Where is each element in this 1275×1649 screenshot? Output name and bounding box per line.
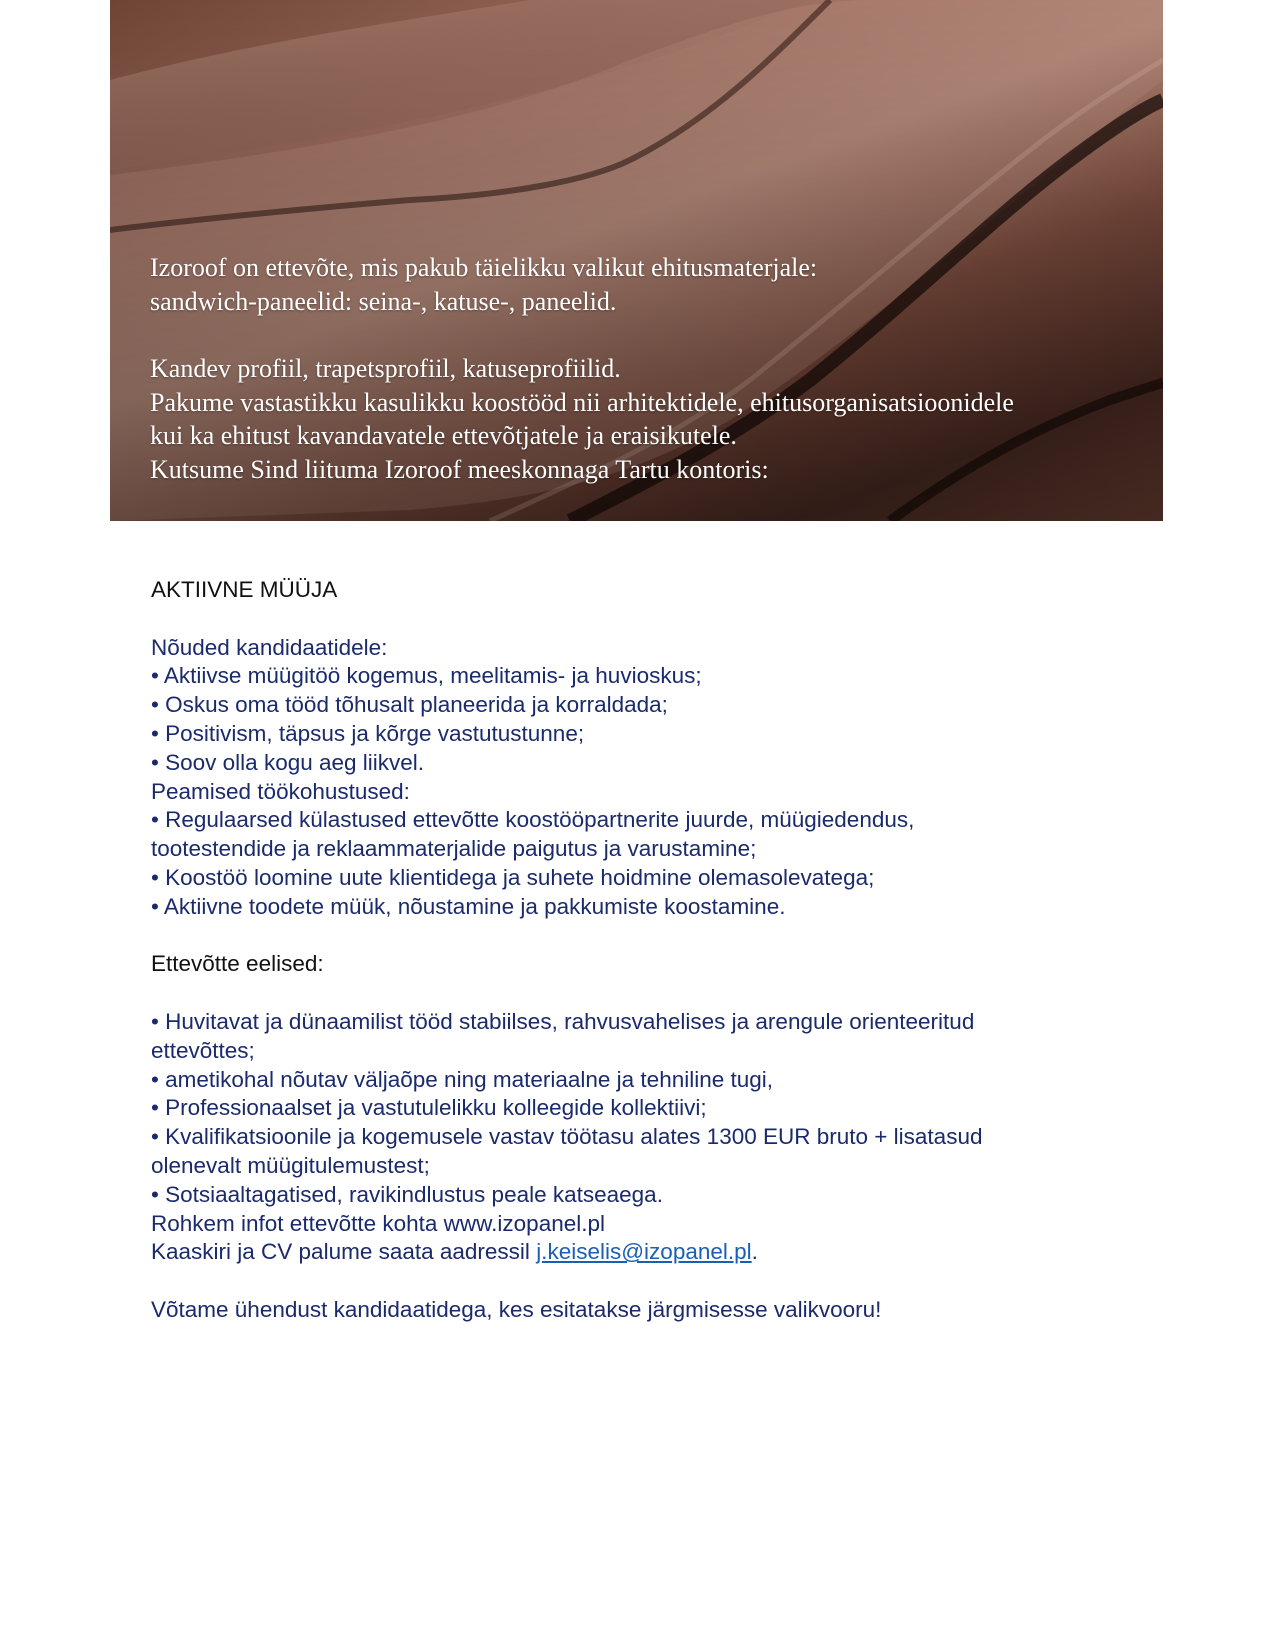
benefit-line: ettevõttes; — [151, 1037, 255, 1063]
requirement-item: • Aktiivse müügitöö kogemus, meelitamis- ja huvioskus; — [151, 663, 702, 689]
job-title: AKTIIVNE MÜÜJA — [151, 577, 338, 602]
job-posting-body — [151, 576, 1151, 1325]
hero-intro-text — [150, 251, 1150, 486]
hero-line: Izoroof on ettevõte, mis pakub täielikku valikut ehitusmaterjale: — [150, 253, 818, 282]
benefit-line: • Professionaalset ja vastutulelikku kolleegide kollektiivi; — [151, 1095, 707, 1121]
hero-line: kui ka ehitust kavandavatele ettevõtjatele ja eraisikutele. — [150, 421, 737, 450]
duty-line: • Regulaarsed külastused ettevõtte koostööpartnerite juurde, müügiedendus, — [151, 807, 915, 833]
benefit-line: olenevalt müügitulemustest; — [151, 1152, 430, 1178]
cv-suffix: . — [751, 1239, 758, 1265]
more-info-line: Rohkem infot ettevõtte kohta www.izopanel.pl — [151, 1210, 605, 1236]
closing-line: Võtame ühendust kandidaatidega, kes esitatakse järgmisesse valikvooru! — [151, 1296, 882, 1322]
benefit-line: • Kvalifikatsioonile ja kogemusele vastav töötasu alates 1300 EUR bruto + lisatasud — [151, 1124, 983, 1150]
hero-line: Kandev profiil, trapetsprofiil, katuseprofiilid. — [150, 354, 621, 383]
requirements-heading: Nõuded kandidaatidele: — [151, 634, 388, 660]
duty-line: tootestendide ja reklaammaterjalide paigutus ja varustamine; — [151, 836, 757, 862]
benefit-line: • Sotsiaaltagatised, ravikindlustus peale katseaega. — [151, 1181, 663, 1207]
duty-line: • Koostöö loomine uute klientidega ja suhete hoidmine olemasolevatega; — [151, 864, 875, 890]
hero-line: Kutsume Sind liituma Izoroof meeskonnaga Tartu kontoris: — [150, 454, 769, 484]
benefits-heading: Ettevõtte eelised: — [151, 951, 324, 977]
requirement-item: • Positivism, täpsus ja kõrge vastutustunne; — [151, 720, 585, 746]
hero-banner — [110, 0, 1163, 521]
duties-heading: Peamised töökohustused: — [151, 778, 410, 804]
hero-line: sandwich-paneelid: seina-, katuse-, paneelid. — [150, 286, 617, 316]
benefit-line: • Huvitavat ja dünaamilist tööd stabiilses, rahvusvahelises ja arengule orienteeritud — [151, 1008, 975, 1034]
requirement-item: • Oskus oma tööd tõhusalt planeerida ja korraldada; — [151, 692, 668, 718]
duty-line: • Aktiivne toodete müük, nõustamine ja pakkumiste koostamine. — [151, 893, 786, 919]
requirement-item: • Soov olla kogu aeg liikvel. — [151, 749, 425, 775]
cv-instruction-line — [151, 1238, 1151, 1267]
benefit-line: • ametikohal nõutav väljaõpe ning materiaalne ja tehniline tugi, — [151, 1066, 774, 1092]
cv-prefix: Kaaskiri ja CV palume saata aadressil — [151, 1239, 537, 1265]
hero-line: Pakume vastastikku kasulikku koostööd nii arhitektidele, ehitusorganisatsioonidele — [150, 387, 1014, 417]
email-link[interactable]: j.keiselis@izopanel.pl — [536, 1239, 752, 1265]
